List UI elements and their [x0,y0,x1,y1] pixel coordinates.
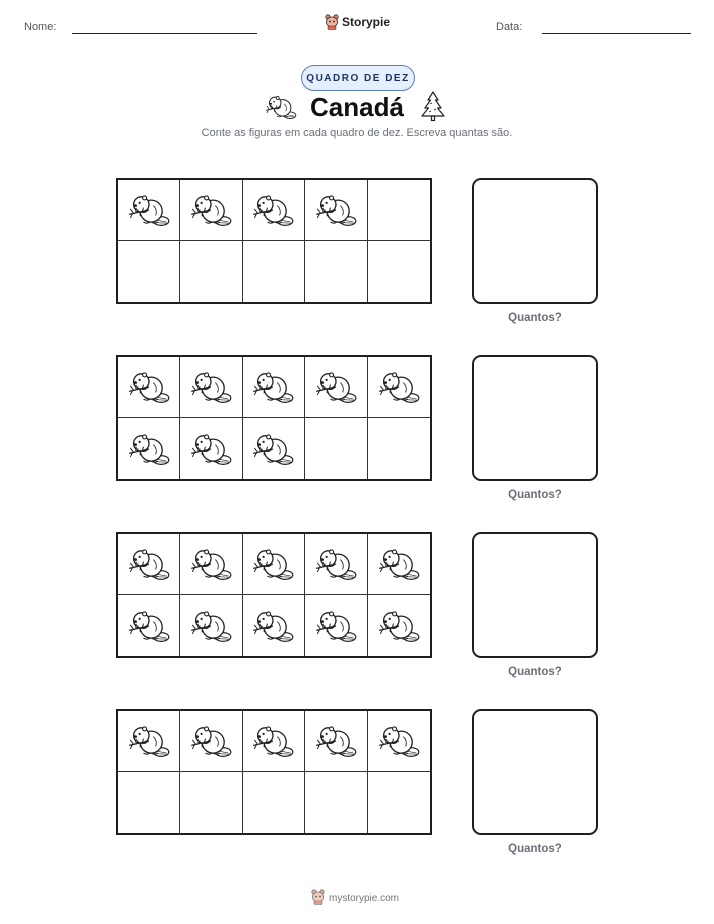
ten-frame-cell [305,534,367,595]
ten-frame-cell [180,711,242,772]
beaver-icon [377,368,421,406]
answer-box[interactable] [472,532,598,658]
beaver-icon [377,722,421,760]
brand-name: Storypie [342,15,391,29]
answer-label: Quantos? [508,666,562,678]
ten-frame-cell [118,772,180,833]
beaver-icon [251,722,295,760]
brand-logo [325,14,390,30]
ten-frame-cell [180,534,242,595]
answer-box[interactable] [472,709,598,835]
ten-frame [116,178,432,304]
answer-label: Quantos? [508,312,562,324]
ten-frame-cell [368,418,430,479]
beaver-icon [189,545,233,583]
instructions: Conte as figuras em cada quadro de dez. Escreva quantas são. [201,127,513,139]
ten-frame-cell [368,534,430,595]
ten-frame-cell [368,595,430,656]
beaver-icon [314,368,358,406]
beaver-icon [251,430,295,468]
beaver-icon [189,368,233,406]
beaver-icon [189,607,233,645]
ten-frame-cell [180,241,242,302]
ten-frame-cell [180,595,242,656]
ten-frame-cell [118,418,180,479]
ten-frame-cell [305,595,367,656]
ten-frame [116,709,432,835]
storypie-mascot-icon [325,14,339,30]
name-line[interactable] [72,33,257,34]
ten-frame-cell [243,595,305,656]
ten-frame-cell [118,595,180,656]
ten-frame [116,532,432,658]
beaver-icon [189,191,233,229]
ten-frame-cell [305,772,367,833]
ten-frame-cell [305,241,367,302]
beaver-icon [377,545,421,583]
beaver-icon [251,368,295,406]
beaver-icon [189,430,233,468]
ten-frame-cell [243,180,305,241]
date-line[interactable] [542,33,691,34]
beaver-icon [377,607,421,645]
ten-frame-cell [118,534,180,595]
ten-frame-cell [180,357,242,418]
ten-frame-cell [243,357,305,418]
answer-label: Quantos? [508,843,562,855]
beaver-icon [127,191,171,229]
ten-frame-cell [180,418,242,479]
pine-tree-icon [420,90,446,127]
beaver-icon [127,368,171,406]
beaver-icon [314,191,358,229]
beaver-icon [314,722,358,760]
beaver-icon [264,93,298,126]
storypie-mascot-icon [311,889,325,908]
ten-frame-cell [180,772,242,833]
beaver-icon [314,545,358,583]
category-badge: QUADRO DE DEZ [301,65,415,91]
beaver-icon [251,607,295,645]
ten-frame-cell [368,772,430,833]
ten-frame [116,355,432,481]
beaver-icon [189,722,233,760]
name-label: Nome: [24,21,57,33]
ten-frame-cell [243,711,305,772]
ten-frame-cell [368,180,430,241]
ten-frame-cell [368,357,430,418]
ten-frame-cell [305,711,367,772]
beaver-icon [127,607,171,645]
answer-box[interactable] [472,355,598,481]
answer-box[interactable] [472,178,598,304]
ten-frame-cell [243,534,305,595]
ten-frame-cell [118,357,180,418]
ten-frame-cell [305,418,367,479]
footer-url: mystorypie.com [329,893,400,904]
beaver-icon [251,191,295,229]
ten-frame-cell [305,180,367,241]
beaver-icon [127,545,171,583]
page-title: Canadá [310,92,404,122]
ten-frame-cell [118,180,180,241]
ten-frame-cell [368,711,430,772]
beaver-icon [251,545,295,583]
ten-frame-cell [243,772,305,833]
ten-frame-cell [305,357,367,418]
date-label: Data: [496,21,523,33]
footer [311,889,399,908]
ten-frame-cell [118,241,180,302]
beaver-icon [127,722,171,760]
ten-frame-cell [243,241,305,302]
ten-frame-cell [180,180,242,241]
ten-frame-cell [118,711,180,772]
answer-label: Quantos? [508,489,562,501]
beaver-icon [314,607,358,645]
ten-frame-cell [243,418,305,479]
ten-frame-cell [368,241,430,302]
beaver-icon [127,430,171,468]
